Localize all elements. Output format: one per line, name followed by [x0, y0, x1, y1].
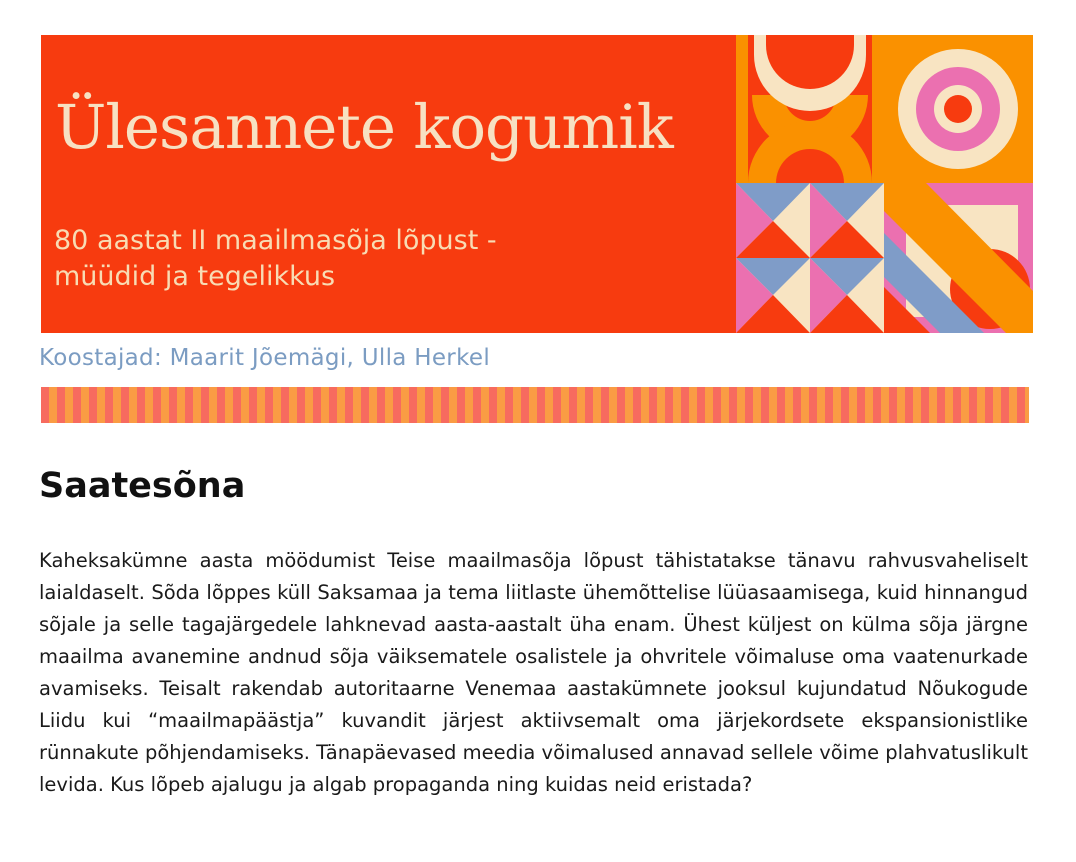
decorative-stripe [41, 387, 1029, 423]
section-heading: Saatesõna [39, 466, 246, 506]
intro-paragraph: Kaheksakümne aasta möödumist Teise maailmasõja lõpust tähistatakse tänavu rahvusvaheliselt laialdaselt. Sõda lõppes küll Saksamaa ja tema liitlaste ühemõttelise lüüasaamisega, kuid hinnangud sõjale ja selle tagajärgedele lahknevad aasta-aastalt üha enam. Ühest küljest on külma sõja järgne maailma avanemine andnud sõja väiksematele osalistele ja ohvritele võimaluse oma vaatenurkade avamiseks. Teisalt rakendab autoritaarne Venemaa aastakümnete jooksul kujundatud Nõukogude Liidu kui “maailmapäästja” kuvandit järjest aktiivsemalt oma järjekordsete ekspansionistlike rünnakute põhjendamiseks. Tänapäevased meedia võimalused annavad sellele võime plahvatuslikult levida. Kus lõpeb ajalugu ja algab propaganda ning kuidas neid eristada? [39, 549, 1028, 796]
authors-line: Koostajad: Maarit Jõemägi, Ulla Herkel [39, 345, 491, 371]
geometric-pattern-graphic [736, 35, 1033, 333]
banner-subtitle-line-2: müüdid ja tegelikkus [54, 261, 336, 292]
banner-subtitle [54, 223, 497, 295]
banner-title: Ülesannete kogumik [55, 92, 673, 163]
header-banner [41, 35, 1033, 333]
banner-subtitle-line-1: 80 aastat II maailmasõja lõpust - [54, 225, 497, 256]
triangle-grid [736, 183, 884, 333]
